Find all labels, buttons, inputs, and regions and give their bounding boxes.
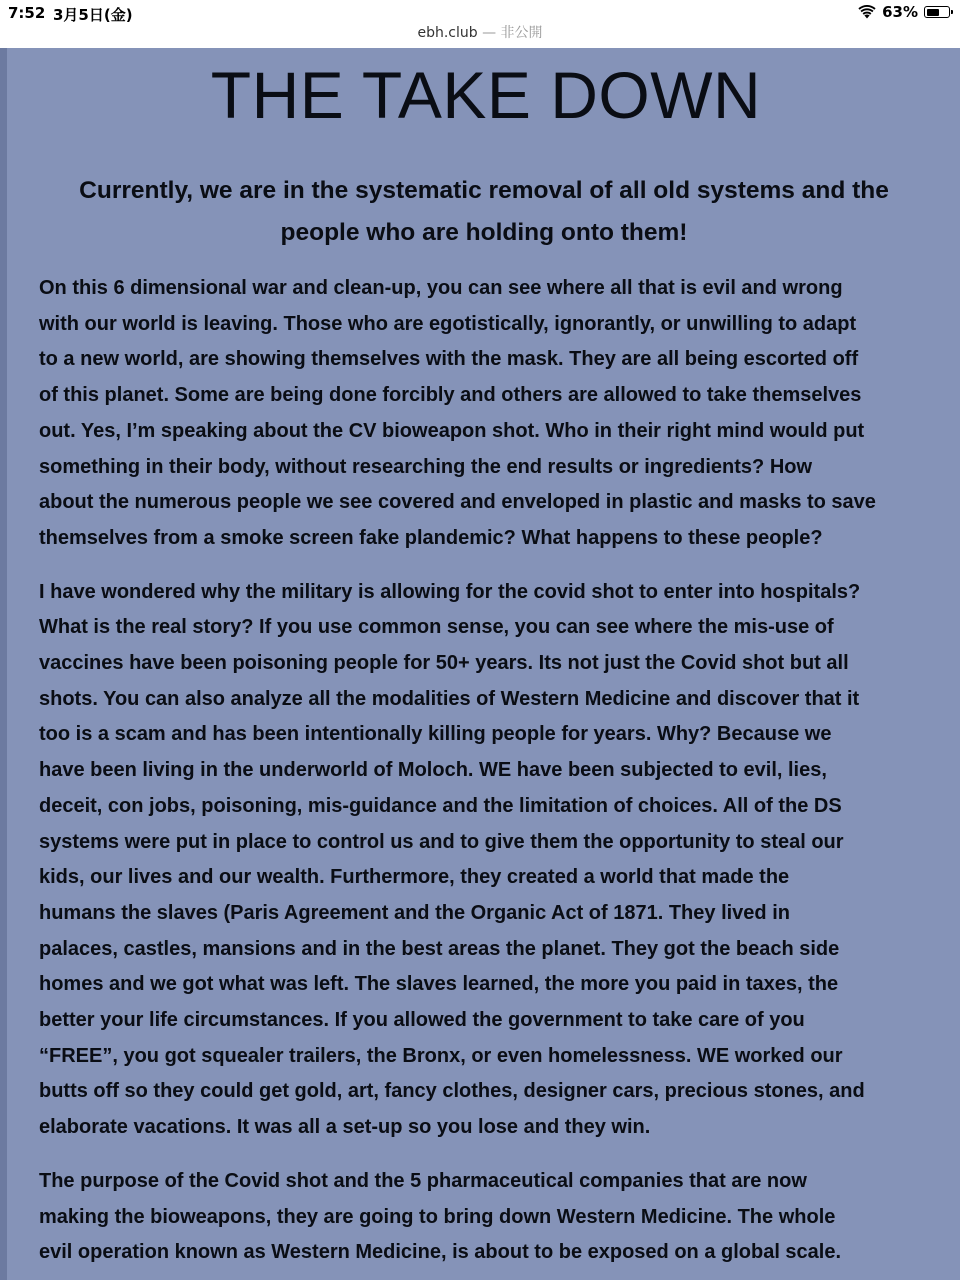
battery-icon bbox=[924, 6, 950, 18]
url-privacy-status: 非公開 bbox=[500, 25, 543, 41]
text-line: humans the slaves (Paris Agreement and the Organic Act of 1871. They lived in bbox=[39, 901, 790, 924]
page-left-edge bbox=[0, 48, 7, 1280]
text-line: out. Yes, I’m speaking about the CV bioweapon shot. Who in their right mind would put bbox=[39, 419, 865, 442]
text-line: On this 6 dimensional war and clean-up, you can see where all that is evil and wrong bbox=[39, 277, 843, 299]
battery-percent: 63% bbox=[882, 3, 918, 21]
url-domain: ebh.club bbox=[417, 25, 478, 41]
text-line: The purpose of the Covid shot and the 5 pharmaceutical companies that are now bbox=[39, 1169, 807, 1192]
text-line: better your life circumstances. If you allowed the government to take care of you bbox=[39, 1009, 805, 1032]
text-line: have been living in the underworld of Moloch. WE have been subjected to evil, lies, bbox=[39, 759, 827, 782]
text-line: kids, our lives and our wealth. Furthermore, they created a world that made the bbox=[39, 866, 790, 889]
paragraph-2 bbox=[39, 575, 929, 1146]
battery-cap bbox=[951, 10, 953, 14]
text-line: vaccines have been poisoning people for 50+ years. Its not just the Covid shot but all bbox=[39, 652, 849, 675]
paragraph-1 bbox=[39, 271, 929, 557]
text-line: about the numerous people we see covered and enveloped in plastic and masks to save bbox=[39, 491, 876, 514]
text-line: deceit, con jobs, poisoning, mis-guidance and the limitation of choices. All of the DS bbox=[39, 794, 842, 817]
status-date: 3月5日(金) bbox=[53, 6, 133, 24]
text-line: elaborate vacations. It was all a set-up so you lose and they win. bbox=[39, 1116, 651, 1139]
text-line: themselves from a smoke screen fake plandemic? What happens to these people? bbox=[39, 526, 823, 549]
wifi-icon bbox=[858, 5, 876, 19]
text-line: too is a scam and has been intentionally killing people for years. Why? Because we bbox=[39, 723, 832, 746]
text-line: “FREE”, you got squealer trailers, the Bronx, or even homelessness. WE worked our bbox=[39, 1044, 843, 1067]
subtitle-line: Currently, we are in the systematic removal of all old systems and the bbox=[79, 177, 889, 204]
text-line: butts off so they could get gold, art, fancy clothes, designer cars, precious stones, and bbox=[39, 1080, 865, 1103]
text-line: making the bioweapons, they are going to bring down Western Medicine. The whole bbox=[39, 1205, 836, 1228]
web-page[interactable] bbox=[0, 48, 960, 1280]
text-line: homes and we got what was left. The slaves learned, the more you paid in taxes, the bbox=[39, 973, 839, 996]
subtitle-line: people who are holding onto them! bbox=[280, 219, 688, 246]
address-bar[interactable] bbox=[0, 22, 960, 48]
article bbox=[39, 48, 929, 1271]
text-line: shots. You can also analyze all the modalities of Western Medicine and discover that it bbox=[39, 687, 860, 710]
text-line: What is the real story? If you use common sense, you can see where the mis-use of bbox=[39, 616, 834, 639]
url-separator: — bbox=[482, 25, 497, 41]
subtitle bbox=[39, 170, 929, 254]
text-line: evil operation known as Western Medicine, is about to be exposed on a global scale. bbox=[39, 1241, 842, 1264]
text-line: systems were put in place to control us and to give them the opportunity to steal our bbox=[39, 830, 844, 853]
paragraph-3 bbox=[39, 1164, 929, 1271]
text-line: to a new world, are showing themselves with the mask. They are all being escorted off bbox=[39, 348, 859, 371]
text-line: I have wondered why the military is allowing for the covid shot to enter into hospitals? bbox=[39, 580, 861, 603]
text-line: of this planet. Some are being done forcibly and others are allowed to take themselves bbox=[39, 384, 862, 407]
text-line: palaces, castles, mansions and in the best areas the planet. They got the beach side bbox=[39, 937, 840, 960]
status-time: 7:52 bbox=[8, 4, 46, 22]
status-indicators bbox=[858, 3, 950, 21]
text-line: something in their body, without researching the end results or ingredients? How bbox=[39, 455, 813, 478]
page-title: THE TAKE DOWN bbox=[210, 58, 762, 132]
text-line: with our world is leaving. Those who are egotistically, ignorantly, or unwilling to adapt bbox=[39, 312, 857, 335]
battery-fill bbox=[927, 9, 939, 16]
